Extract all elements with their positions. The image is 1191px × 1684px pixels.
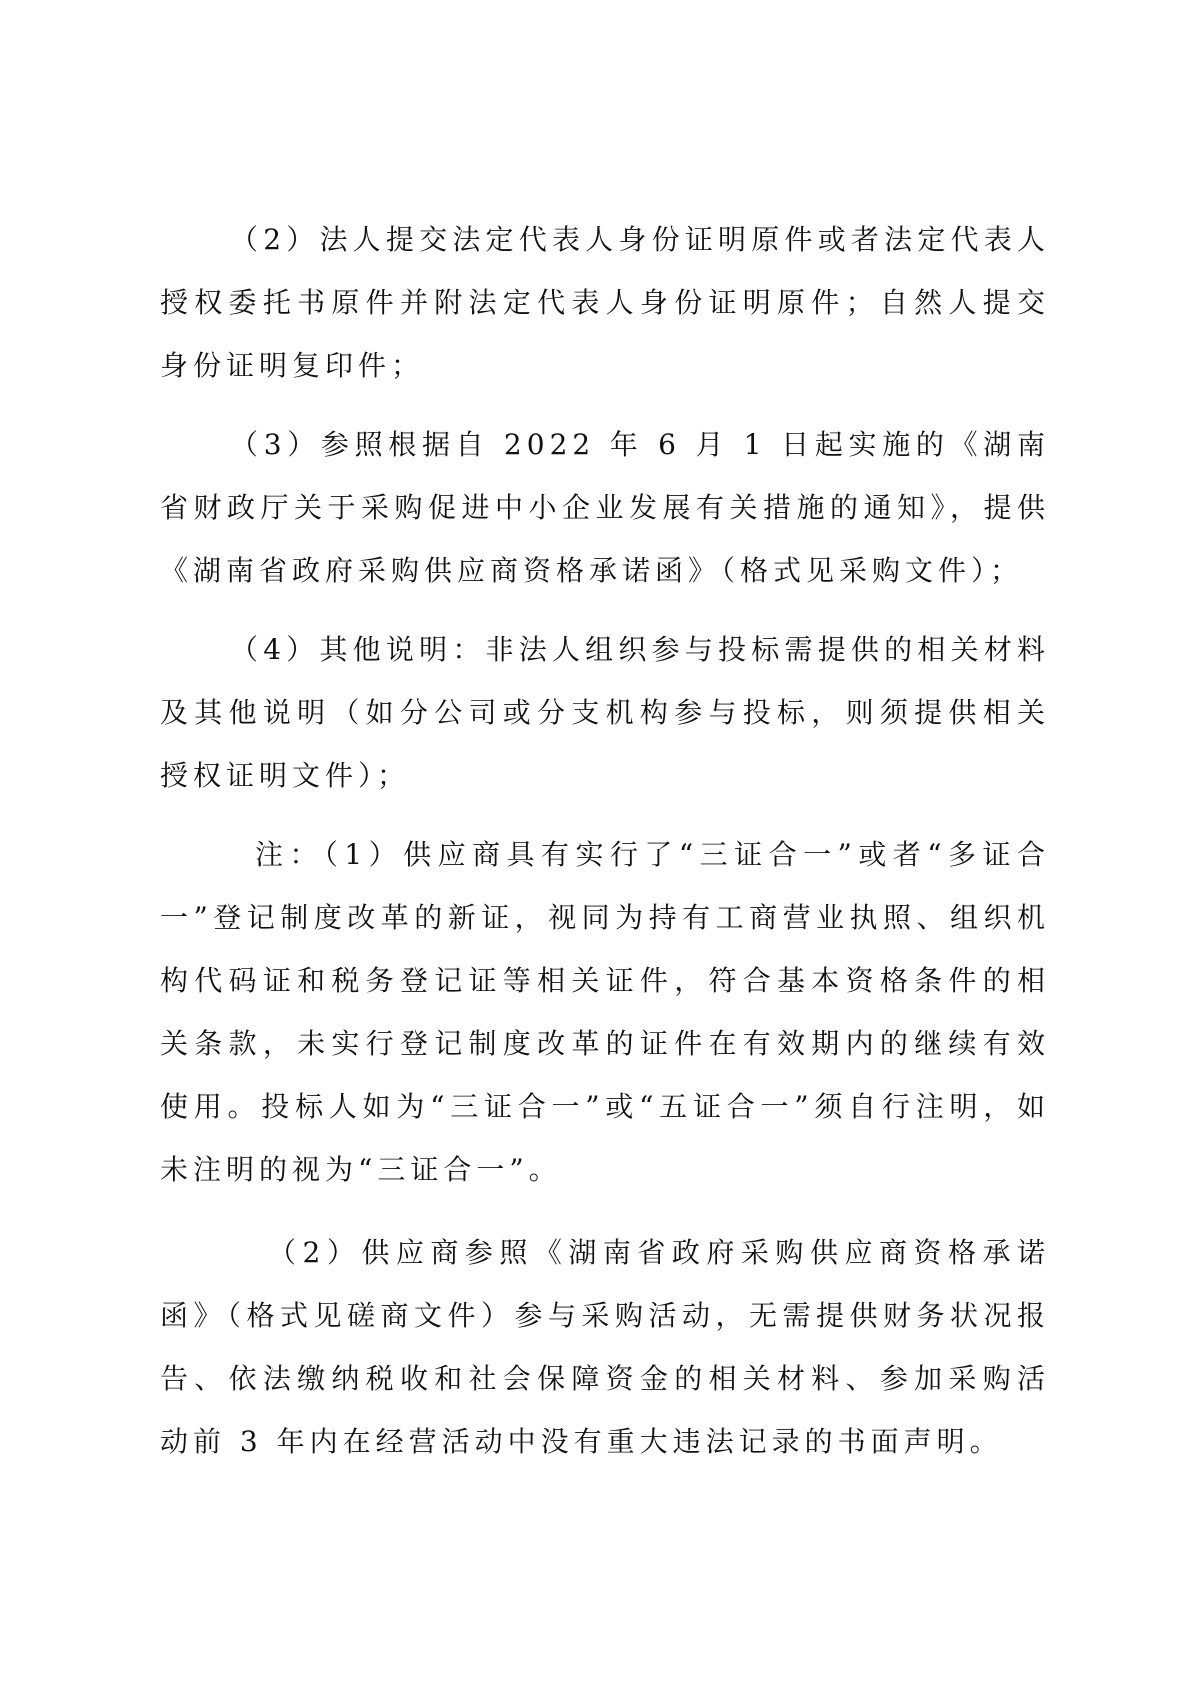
paragraph-spacer <box>160 602 1050 618</box>
paragraph-spacer <box>160 807 1050 823</box>
paragraph-spacer <box>160 397 1050 413</box>
paragraph-item-4: （4）其他说明：非法人组织参与投标需提供的相关材料及其他说明（如分公司或分支机构参与投标，则须提供相关授权证明文件）； <box>160 633 1050 792</box>
document-body <box>160 208 1050 1473</box>
paragraph-item-3: （3）参照根据自 2022 年 6 月 1 日起实施的《湖南省财政厅关于采购促进中小企业发展有关措施的通知》，提供《湖南省政府采购供应商资格承诺函》（格式见采购文件）； <box>160 428 1050 587</box>
paragraph-spacer <box>160 1201 1050 1221</box>
note-paragraph-2: （2）供应商参照《湖南省政府采购供应商资格承诺函》（格式见磋商文件）参与采购活动，无需提供财务状况报告、依法缴纳税收和社会保障资金的相关材料、参加采购活动前 3 年内在经营活动中没有重大违法记录的书面声明。 <box>160 1236 1050 1458</box>
note-paragraph-1: 注：（1）供应商具有实行了“三证合一”或者“多证合一”登记制度改革的新证，视同为持有工商营业执照、组织机构代码证和税务登记证等相关证件，符合基本资格条件的相关条款，未实行登记制度改革的证件在有效期内的继续有效使用。投标人如为“三证合一”或“五证合一”须自行注明，如未注明的视为“三证合一”。 <box>160 838 1050 1186</box>
paragraph-item-2: （2）法人提交法定代表人身份证明原件或者法定代表人授权委托书原件并附法定代表人身份证明原件；自然人提交身份证明复印件； <box>160 223 1050 382</box>
